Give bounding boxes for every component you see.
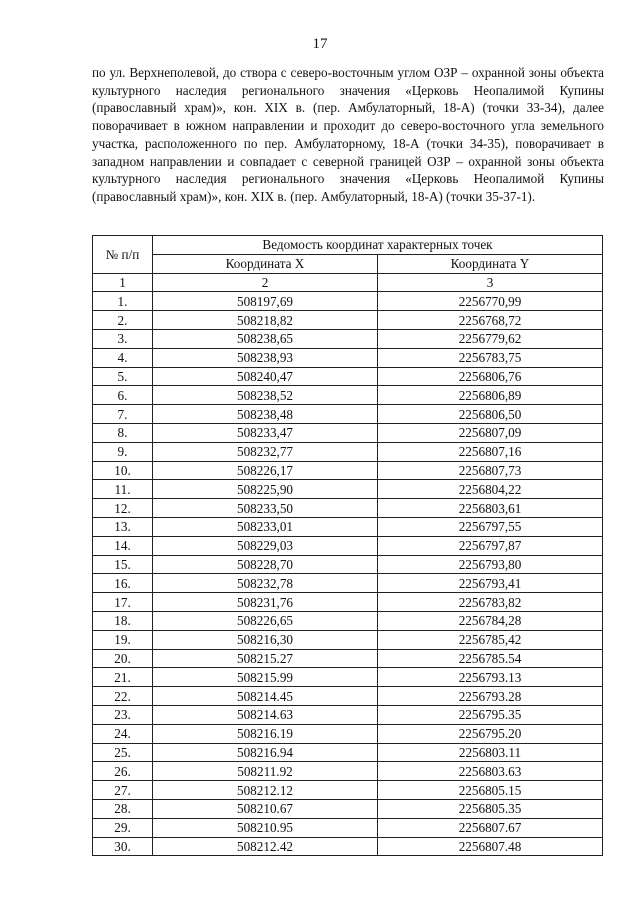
coordinate-x: 508216.94 bbox=[153, 743, 378, 762]
coordinate-y: 2256784,28 bbox=[378, 611, 603, 630]
table-row bbox=[93, 499, 603, 518]
table-row bbox=[93, 837, 603, 856]
row-number: 11. bbox=[93, 480, 153, 499]
table-row bbox=[93, 480, 603, 499]
table-row bbox=[93, 367, 603, 386]
coordinate-y: 2256806,76 bbox=[378, 367, 603, 386]
row-number: 22. bbox=[93, 687, 153, 706]
row-number: 25. bbox=[93, 743, 153, 762]
coordinate-y: 2256807,73 bbox=[378, 461, 603, 480]
coordinate-x: 508228,70 bbox=[153, 555, 378, 574]
table-row bbox=[93, 687, 603, 706]
coordinate-y: 2256795.20 bbox=[378, 724, 603, 743]
row-number: 8. bbox=[93, 423, 153, 442]
coordinate-x: 508226,17 bbox=[153, 461, 378, 480]
row-number: 3. bbox=[93, 329, 153, 348]
row-number: 13. bbox=[93, 517, 153, 536]
coordinate-x: 508218,82 bbox=[153, 311, 378, 330]
coordinate-x: 508233,47 bbox=[153, 423, 378, 442]
coordinate-x: 508214.63 bbox=[153, 705, 378, 724]
index-cell: 1 bbox=[93, 273, 153, 292]
table-row bbox=[93, 724, 603, 743]
coordinate-y: 2256795.35 bbox=[378, 705, 603, 724]
row-number: 5. bbox=[93, 367, 153, 386]
row-number: 14. bbox=[93, 536, 153, 555]
table-row bbox=[93, 517, 603, 536]
row-number: 15. bbox=[93, 555, 153, 574]
table-row bbox=[93, 536, 603, 555]
table-row bbox=[93, 818, 603, 837]
row-number: 21. bbox=[93, 668, 153, 687]
coordinate-x: 508212.12 bbox=[153, 781, 378, 800]
coordinate-x: 508225,90 bbox=[153, 480, 378, 499]
row-number: 1. bbox=[93, 292, 153, 311]
row-number: 12. bbox=[93, 499, 153, 518]
coordinate-y: 2256803,61 bbox=[378, 499, 603, 518]
table-row bbox=[93, 555, 603, 574]
table-row bbox=[93, 405, 603, 424]
table-row bbox=[93, 461, 603, 480]
table-row bbox=[93, 386, 603, 405]
row-number: 23. bbox=[93, 705, 153, 724]
coordinate-x: 508232,77 bbox=[153, 442, 378, 461]
row-number: 19. bbox=[93, 630, 153, 649]
coordinate-y: 2256806,89 bbox=[378, 386, 603, 405]
page-number: 17 bbox=[312, 36, 328, 52]
row-number: 17. bbox=[93, 593, 153, 612]
coordinate-x: 508197,69 bbox=[153, 292, 378, 311]
coordinate-x: 508216.19 bbox=[153, 724, 378, 743]
coordinate-x: 508238,93 bbox=[153, 348, 378, 367]
table-row bbox=[93, 705, 603, 724]
coordinate-y: 2256785.54 bbox=[378, 649, 603, 668]
index-cell: 2 bbox=[153, 273, 378, 292]
table-row bbox=[93, 630, 603, 649]
coordinate-x: 508216,30 bbox=[153, 630, 378, 649]
coordinate-y: 2256797,55 bbox=[378, 517, 603, 536]
row-number: 10. bbox=[93, 461, 153, 480]
row-number: 24. bbox=[93, 724, 153, 743]
header-coordinate-x: Координата X bbox=[153, 254, 378, 273]
coordinate-y: 2256793,41 bbox=[378, 574, 603, 593]
coordinate-x: 508215.27 bbox=[153, 649, 378, 668]
table-row bbox=[93, 311, 603, 330]
coordinate-y: 2256807.67 bbox=[378, 818, 603, 837]
coordinates-table bbox=[92, 235, 603, 856]
row-number: 28. bbox=[93, 799, 153, 818]
coordinate-x: 508233,01 bbox=[153, 517, 378, 536]
coordinate-y: 2256807.48 bbox=[378, 837, 603, 856]
coordinate-x: 508240,47 bbox=[153, 367, 378, 386]
coordinate-x: 508238,65 bbox=[153, 329, 378, 348]
index-cell: 3 bbox=[378, 273, 603, 292]
coordinate-y: 2256783,82 bbox=[378, 593, 603, 612]
coordinate-x: 508215.99 bbox=[153, 668, 378, 687]
coordinate-y: 2256783,75 bbox=[378, 348, 603, 367]
header-title: Ведомость координат характерных точек bbox=[153, 236, 603, 255]
row-number: 6. bbox=[93, 386, 153, 405]
row-number: 27. bbox=[93, 781, 153, 800]
coordinate-y: 2256807,09 bbox=[378, 423, 603, 442]
table-row bbox=[93, 743, 603, 762]
coordinate-y: 2256805.35 bbox=[378, 799, 603, 818]
coordinate-x: 508238,48 bbox=[153, 405, 378, 424]
row-number: 2. bbox=[93, 311, 153, 330]
coordinate-x: 508231,76 bbox=[153, 593, 378, 612]
row-number: 29. bbox=[93, 818, 153, 837]
table-row bbox=[93, 292, 603, 311]
table-row bbox=[93, 574, 603, 593]
table-row bbox=[93, 348, 603, 367]
coordinate-x: 508210.95 bbox=[153, 818, 378, 837]
table-row bbox=[93, 423, 603, 442]
row-number: 7. bbox=[93, 405, 153, 424]
table-subheader-row bbox=[93, 254, 603, 273]
coordinate-y: 2256803.63 bbox=[378, 762, 603, 781]
coordinate-y: 2256793.13 bbox=[378, 668, 603, 687]
intro-paragraph: по ул. Верхнеполевой, до створа с северо-восточным углом ОЗР – охранной зоны объекта культурного наследия регионального значения «Церковь Неопалимой Купины (православный храм)», кон. XIX в. (пер. Амбулаторный, 18-А) (точки 33-34), далее поворачивает в южном направлении и проходит до северо-восточного угла земельного участка, расположенного по пер. Амбулаторному, 18-А (точки 34-35), поворачивает в западном направлении и совпадает с северной границей ОЗР – охранной зоны объекта культурного наследия регионального значения «Церковь Неопалимой Купины (православный храм)», кон. XIX в. (пер. Амбулаторный, 18-А) (точки 35-37-1). bbox=[92, 65, 604, 204]
coordinate-x: 508229,03 bbox=[153, 536, 378, 555]
table-row bbox=[93, 329, 603, 348]
coordinate-x: 508212.42 bbox=[153, 837, 378, 856]
row-number: 9. bbox=[93, 442, 153, 461]
coordinate-x: 508238,52 bbox=[153, 386, 378, 405]
coordinate-y: 2256785,42 bbox=[378, 630, 603, 649]
table-header-row bbox=[93, 236, 603, 255]
coordinate-y: 2256779,62 bbox=[378, 329, 603, 348]
table-row bbox=[93, 593, 603, 612]
coordinate-x: 508232,78 bbox=[153, 574, 378, 593]
table-row bbox=[93, 668, 603, 687]
row-number: 4. bbox=[93, 348, 153, 367]
coordinate-y: 2256797,87 bbox=[378, 536, 603, 555]
table-row bbox=[93, 649, 603, 668]
row-number: 18. bbox=[93, 611, 153, 630]
table-row bbox=[93, 781, 603, 800]
coordinate-y: 2256770,99 bbox=[378, 292, 603, 311]
table-row bbox=[93, 442, 603, 461]
table-row bbox=[93, 762, 603, 781]
coordinate-x: 508233,50 bbox=[153, 499, 378, 518]
table-body bbox=[93, 292, 603, 856]
header-number: № п/п bbox=[93, 236, 153, 274]
coordinate-y: 2256768,72 bbox=[378, 311, 603, 330]
row-number: 20. bbox=[93, 649, 153, 668]
table-row bbox=[93, 611, 603, 630]
table-index-row bbox=[93, 273, 603, 292]
coordinate-y: 2256804,22 bbox=[378, 480, 603, 499]
table-row bbox=[93, 799, 603, 818]
coordinate-y: 2256807,16 bbox=[378, 442, 603, 461]
coordinate-y: 2256793,80 bbox=[378, 555, 603, 574]
row-number: 26. bbox=[93, 762, 153, 781]
coordinate-x: 508214.45 bbox=[153, 687, 378, 706]
header-coordinate-y: Координата Y bbox=[378, 254, 603, 273]
coordinate-x: 508226,65 bbox=[153, 611, 378, 630]
coordinate-y: 2256793.28 bbox=[378, 687, 603, 706]
row-number: 30. bbox=[93, 837, 153, 856]
coordinate-x: 508211.92 bbox=[153, 762, 378, 781]
coordinate-y: 2256806,50 bbox=[378, 405, 603, 424]
coordinate-y: 2256805.15 bbox=[378, 781, 603, 800]
row-number: 16. bbox=[93, 574, 153, 593]
coordinate-x: 508210.67 bbox=[153, 799, 378, 818]
coordinate-y: 2256803.11 bbox=[378, 743, 603, 762]
